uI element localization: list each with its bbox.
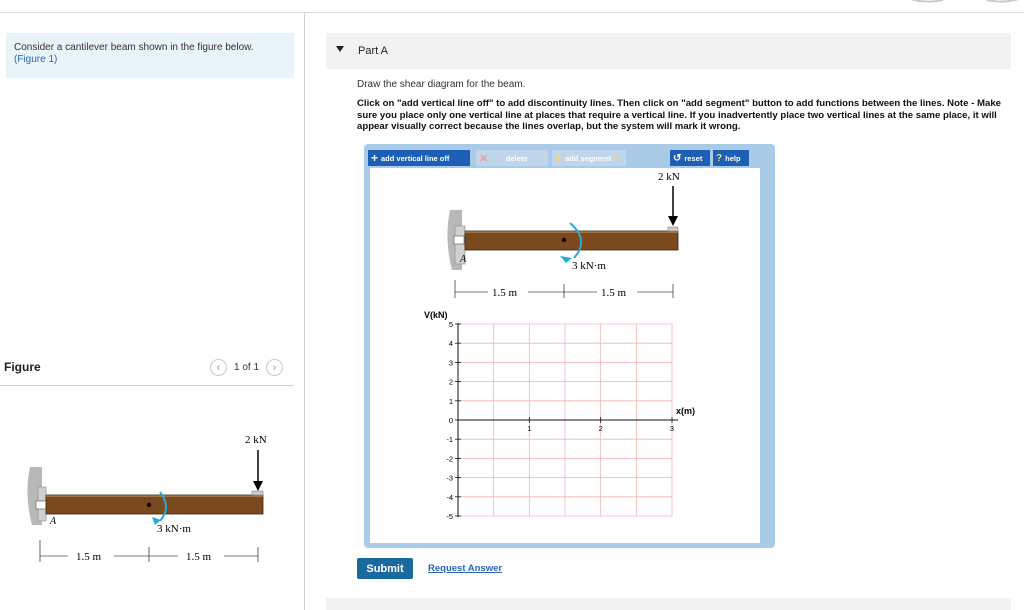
plus-icon: + (555, 151, 563, 165)
figure-link[interactable]: (Figure 1) (14, 54, 58, 65)
bolt-block (36, 501, 46, 509)
y-tick-label: 5 (448, 320, 453, 329)
plus-icon: + (371, 151, 379, 165)
header-arc-decoration (905, 0, 945, 10)
figure-separator (0, 385, 294, 386)
pager-count: 1 of 1 (234, 362, 260, 373)
top-divider (0, 12, 1024, 13)
span2-label: 1.5 m (186, 551, 212, 563)
moment-label: 3 kN·m (157, 523, 191, 535)
intro-text: Consider a cantilever beam shown in the figure below. (14, 42, 254, 53)
span2-label: 1.5 m (601, 287, 627, 299)
help-icon: ? (716, 152, 723, 164)
reset-icon: ↺ (673, 152, 682, 164)
y-tick-label: -2 (446, 454, 453, 464)
add-vertical-line-button[interactable] (368, 150, 470, 166)
x-ticks (527, 417, 674, 433)
load-plate (668, 227, 678, 231)
figure-title: Figure (4, 360, 41, 374)
help-button[interactable] (713, 150, 749, 166)
part-instructions: Click on "add vertical line off" to add discontinuity lines. Then click on "add segment" button to add functions between the lines. Note - Make sure you place only one vertical line at places that require a vertical line. If you inadvertently place two vertical lines at the same place, it will appear visually correct because the lines overlap, but the system will mark it wrong. (357, 98, 1001, 132)
header-arc-decoration-2 (985, 0, 1024, 10)
request-answer-link[interactable]: Request Answer (428, 563, 503, 574)
panel-divider (304, 13, 305, 610)
moment-arrow-head (560, 256, 572, 263)
beam-figure (20, 425, 280, 575)
moment-point (562, 238, 566, 242)
bolt-block (454, 236, 464, 244)
force-label: 2 kN (245, 434, 267, 446)
reset-label: reset (684, 153, 703, 163)
dropdown-caret-icon: ▾ (613, 155, 617, 162)
force-arrow-head (668, 216, 678, 226)
y-axis-label: V(kN) (424, 310, 448, 320)
part-prompt: Draw the shear diagram for the beam. (357, 79, 526, 90)
y-tick-label: -5 (446, 512, 453, 521)
collapse-triangle-icon (336, 46, 344, 52)
y-tick-label: 0 (448, 416, 453, 425)
delete-label: delete (505, 153, 528, 163)
next-figure-button[interactable] (266, 359, 283, 376)
submit-button[interactable]: Submit (357, 558, 413, 579)
y-tick-label: 1 (448, 396, 453, 406)
delete-button[interactable] (476, 150, 548, 166)
y-tick-label: 3 (448, 358, 453, 368)
span1-label: 1.5 m (492, 287, 518, 299)
moment-label: 3 kN·m (572, 260, 606, 272)
force-arrow-head (253, 481, 263, 491)
part-label: Part A (358, 45, 388, 57)
y-tick-label: 4 (448, 339, 453, 349)
y-tick-label: -3 (446, 473, 453, 483)
prev-figure-button[interactable] (210, 359, 227, 376)
help-label: help (725, 153, 741, 163)
x-tick-label: 1 (527, 424, 532, 433)
delete-x-icon: ✕ (479, 152, 489, 165)
force-label: 2 kN (658, 171, 680, 183)
add-vertical-label: add vertical line off (381, 153, 450, 163)
y-tick-label: -4 (446, 492, 453, 502)
shear-graph[interactable] (410, 305, 710, 535)
support-label: A (50, 516, 57, 527)
x-axis-label: x(m) (676, 406, 696, 416)
bottom-bar (326, 598, 1011, 610)
tool-beam-figure (440, 168, 740, 303)
reset-button[interactable] (670, 150, 710, 166)
chevron-left-icon: ‹ (216, 361, 221, 374)
support-label: A (460, 254, 467, 265)
add-segment-button[interactable] (552, 150, 626, 166)
y-tick-label: -1 (446, 435, 453, 445)
part-a-header[interactable] (326, 33, 1011, 69)
moment-point (147, 503, 151, 507)
load-plate (252, 491, 263, 495)
span1-label: 1.5 m (76, 551, 102, 563)
chevron-right-icon: › (272, 361, 277, 374)
figure-pager (210, 359, 283, 376)
x-tick-label: 3 (669, 424, 675, 433)
x-tick-label: 2 (598, 424, 603, 433)
y-tick-label: 2 (448, 377, 453, 387)
add-segment-label: add segment (565, 153, 612, 163)
problem-intro (6, 33, 294, 78)
beam (46, 495, 263, 514)
beam (465, 231, 678, 250)
